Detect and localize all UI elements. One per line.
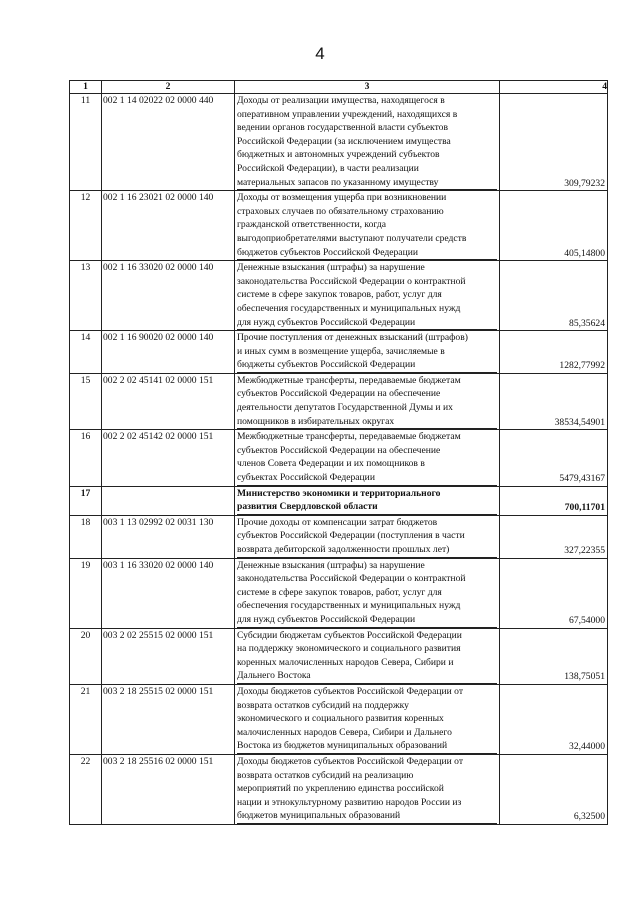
description-line: возврата остатков субсидий на реализацию <box>237 769 414 781</box>
description-line: коренных малочисленных народов Севера, Сибири и <box>237 656 454 668</box>
budget-code: 003 1 16 33020 02 0000 140 <box>102 558 235 628</box>
budget-code: 003 2 18 25516 02 0000 151 <box>102 754 235 824</box>
description-line: Доходы от реализации имущества, находящегося в <box>237 95 445 106</box>
description-line: бюджетов муниципальных образований <box>237 809 497 824</box>
header-col-4: 4 <box>500 81 608 94</box>
description-line: ведении органов государственной власти субъектов <box>237 122 448 134</box>
amount: 1282,77992 <box>500 331 608 374</box>
description-line: Доходы от возмещения ущерба при возникновении <box>237 192 447 204</box>
description-line: бюджетов субъектов Российской Федерации <box>237 246 497 261</box>
description-line: Субсидии бюджетам субъектов Российской Федерации <box>237 629 462 641</box>
revenue-description <box>235 261 500 331</box>
row-number: 19 <box>70 558 102 628</box>
table-row <box>70 261 608 331</box>
amount: 327,22355 <box>500 515 608 558</box>
description-line: бюджеты субъектов Российской Федерации <box>237 358 497 373</box>
amount: 138,75051 <box>500 628 608 684</box>
revenue-description <box>235 331 500 374</box>
amount: 700,11701 <box>500 486 608 515</box>
row-number: 20 <box>70 628 102 684</box>
description-line: и иных сумм в возмещение ущерба, зачисляемые в <box>237 345 445 357</box>
revenue-description <box>235 515 500 558</box>
description-line: обеспечения государственных и муниципальных нужд <box>237 600 461 612</box>
revenue-description <box>235 754 500 824</box>
header-col-3: 3 <box>235 81 500 94</box>
table-row <box>70 94 608 191</box>
description-line: системе в сфере закупок товаров, работ, услуг для <box>237 289 442 301</box>
description-line: страховых случаев по обязательному страхованию <box>237 205 444 217</box>
description-line: Востока из бюджетов муниципальных образований <box>237 739 497 754</box>
description-line: для нужд субъектов Российской Федерации <box>237 316 497 331</box>
amount: 405,14800 <box>500 191 608 261</box>
description-line: Доходы бюджетов субъектов Российской Федерации от <box>237 685 464 697</box>
description-line: помощников в избирательных округах <box>237 415 497 430</box>
description-line: законодательства Российской Федерации о контрактной <box>237 573 466 585</box>
description-line: Денежные взыскания (штрафы) за нарушение <box>237 559 425 571</box>
description-line: Дальнего Востока <box>237 669 497 684</box>
description-line: системе в сфере закупок товаров, работ, услуг для <box>237 586 442 598</box>
revenue-description <box>235 486 500 515</box>
budget-code: 002 1 16 23021 02 0000 140 <box>102 191 235 261</box>
row-number: 13 <box>70 261 102 331</box>
row-number: 15 <box>70 373 102 429</box>
description-line: на поддержку экономического и социального развития <box>237 643 461 655</box>
table-row <box>70 486 608 515</box>
row-number: 21 <box>70 684 102 754</box>
description-line: законодательства Российской Федерации о контрактной <box>237 275 466 287</box>
description-line: оперативном управлении учреждений, находящихся в <box>237 108 458 120</box>
budget-code: 002 2 02 45141 02 0000 151 <box>102 373 235 429</box>
description-line: Доходы бюджетов субъектов Российской Федерации от <box>237 755 464 767</box>
budget-code: 002 2 02 45142 02 0000 151 <box>102 430 235 486</box>
description-line: нации и этнокультурному развитию народов России из <box>237 796 462 808</box>
budget-code: 003 2 02 25515 02 0000 151 <box>102 628 235 684</box>
row-number: 12 <box>70 191 102 261</box>
budget-code: 002 1 16 33020 02 0000 140 <box>102 261 235 331</box>
header-col-1: 1 <box>70 81 102 94</box>
revenue-description <box>235 558 500 628</box>
budget-code <box>102 486 235 515</box>
budget-code: 003 2 18 25515 02 0000 151 <box>102 684 235 754</box>
description-line: для нужд субъектов Российской Федерации <box>237 613 497 628</box>
description-line: субъектов Российской Федерации (поступления в части <box>237 530 465 542</box>
table-row <box>70 331 608 374</box>
description-line: субъектов Российской Федерации на обеспечение <box>237 444 441 456</box>
description-line: Межбюджетные трансферты, передаваемые бюджетам <box>237 431 461 443</box>
description-line: выгодоприобретателями выступают получатели средств <box>237 232 467 244</box>
amount: 38534,54901 <box>500 373 608 429</box>
description-line: Прочие доходы от компенсации затрат бюджетов <box>237 516 438 528</box>
description-line: Министерство экономики и территориального <box>237 487 441 499</box>
table-row <box>70 430 608 486</box>
table-row <box>70 558 608 628</box>
description-line: возврата остатков субсидий на поддержку <box>237 699 409 711</box>
budget-code: 002 1 16 90020 02 0000 140 <box>102 331 235 374</box>
amount: 309,79232 <box>500 94 608 191</box>
header-row <box>70 81 608 94</box>
budget-code: 002 1 14 02022 02 0000 440 <box>102 94 235 191</box>
table-row <box>70 684 608 754</box>
description-line: обеспечения государственных и муниципальных нужд <box>237 302 461 314</box>
revenue-description <box>235 628 500 684</box>
description-line: субъектов Российской Федерации на обеспечение <box>237 388 441 400</box>
description-line: Прочие поступления от денежных взысканий (штрафов) <box>237 332 468 344</box>
revenue-description <box>235 430 500 486</box>
row-number: 22 <box>70 754 102 824</box>
description-line: Денежные взыскания (штрафы) за нарушение <box>237 262 425 274</box>
page-number: 4 <box>315 44 325 63</box>
row-number: 18 <box>70 515 102 558</box>
description-line: гражданской ответственности, когда <box>237 219 386 231</box>
description-line: Межбюджетные трансферты, передаваемые бюджетам <box>237 374 461 386</box>
table-row <box>70 515 608 558</box>
header-col-2: 2 <box>102 81 235 94</box>
amount: 5479,43167 <box>500 430 608 486</box>
amount: 85,35624 <box>500 261 608 331</box>
amount: 67,54000 <box>500 558 608 628</box>
description-line: членов Совета Федерации и их помощников в <box>237 458 425 470</box>
row-number: 14 <box>70 331 102 374</box>
description-line: мероприятий по укреплению единства российской <box>237 783 444 795</box>
description-line: возврата дебиторской задолженности прошлых лет) <box>237 543 497 558</box>
revenue-description <box>235 191 500 261</box>
amount: 32,44000 <box>500 684 608 754</box>
revenue-description <box>235 373 500 429</box>
description-line: Российской Федерации (за исключением имущества <box>237 135 451 147</box>
row-number: 11 <box>70 94 102 191</box>
description-line: Российской Федерации), в части реализации <box>237 162 419 174</box>
row-number: 16 <box>70 430 102 486</box>
description-line: деятельности депутатов Государственной Думы и их <box>237 402 453 414</box>
description-line: бюджетных и автономных учреждений субъектов <box>237 149 440 161</box>
table-row <box>70 628 608 684</box>
description-line: развития Свердловской области <box>237 500 497 515</box>
table-row <box>70 754 608 824</box>
table-row <box>70 373 608 429</box>
revenue-description <box>235 94 500 191</box>
row-number: 17 <box>70 486 102 515</box>
description-line: субъектах Российской Федерации <box>237 471 497 486</box>
revenue-description <box>235 684 500 754</box>
budget-code: 003 1 13 02992 02 0031 130 <box>102 515 235 558</box>
description-line: экономического и социального развития коренных <box>237 713 444 725</box>
description-line: материальных запасов по указанному имуществу <box>237 176 497 191</box>
amount: 6,32500 <box>500 754 608 824</box>
description-line: малочисленных народов Севера, Сибири и Дальнего <box>237 726 452 738</box>
revenue-table <box>69 80 608 825</box>
table-row <box>70 191 608 261</box>
